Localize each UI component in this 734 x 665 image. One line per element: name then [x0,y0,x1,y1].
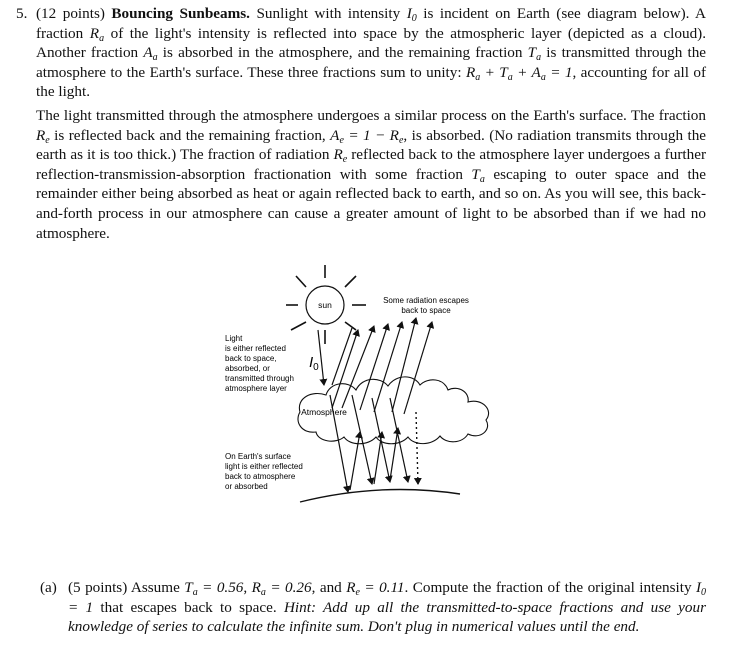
escape-label-line-2: back to space [401,306,451,315]
math-ae-equation: $A_e = 1 - R_e$ [330,126,404,146]
problem-text: of the light's intensity is reflected into space by the atmospheric layer (depicted as a cloud). Another fraction [36,24,707,62]
paragraph-text: , is absorbed. (No radiation transmits through the earth as it is too thick.) The fraction of radiation [36,126,707,164]
problem-text: , accounting for all of the light. [36,63,707,101]
math-re-value: $R_e = 0.11$ [346,579,405,598]
atmosphere-label: Atmosphere [301,407,347,417]
part-a-label: (a) [40,579,57,596]
math-aa: $A_a$ [143,44,158,64]
intensity-label: $I_0$ [309,354,319,373]
svg-text:or absorbed: or absorbed [225,482,268,491]
svg-text:Light: Light [225,334,243,343]
paragraph-text: The light transmitted through the atmosphere undergoes a similar process on the Earth's surface. The fraction [36,107,706,124]
svg-text:back to atmosphere: back to atmosphere [225,472,296,481]
math-ra-value: $R_a = 0.26$ [251,579,312,598]
problem-title: Bouncing Sunbeams. [111,5,250,22]
svg-text:transmitted through: transmitted through [225,374,294,383]
math-sum-equation: $R_a + T_a + A_a = 1$ [465,63,573,83]
part-a-text: Assume [130,579,180,596]
svg-text:light is either reflected: light is either reflected [225,462,303,471]
svg-text:is either reflected: is either reflected [225,344,286,353]
part-a-hint: Hint: Add up all the transmitted-to-space fractions and use your knowledge of series to calculate the infinite sum. Don't plug in numerical values until the end. [68,598,707,636]
svg-text:back to space,: back to space, [225,354,277,363]
paragraph-text: escaping to outer space and the remainder either being absorbed as heat or again reflected back to earth, and so on. As you will see, this back-and-forth process in our atmosphere can cause a greater amount of light to be absorbed than if we had no atmosphere. [36,165,707,242]
math-re: $R_e$ [333,146,348,166]
svg-text:atmosphere layer: atmosphere layer [225,384,287,393]
problem-text: Sunlight with intensity [256,5,401,22]
part-a-text: , and [311,579,342,596]
math-i0-value: $I_0 = 1$ [68,579,707,616]
math-ra: $R_a$ [89,24,105,44]
problem-text: is incident on Earth (see diagram below). A fraction [36,5,707,42]
sun-label: sun [318,300,332,310]
surface-label [225,452,303,491]
problem-points: (12 points) [36,5,105,22]
part-a: (a) (5 points) Assume $T_a = 0.56$, $R_a = 0.26$, and $R_e = 0.11$. Compute the fraction of the original intensity $I_0 = 1$ that escapes back to space. Hint: Add up all the transmitted-to-space fractions and use your knowledge of series to calculate the infinite sum. Don't plug in numerical values until the end. [40,579,707,636]
math-ta: $T_a$ [527,44,542,64]
math-re: $R_e$ [36,126,50,146]
part-a-points: (5 points) [68,579,128,596]
part-a-text: . Compute the fraction of the original intensity [404,579,692,596]
sunbeam-diagram [0,250,734,510]
math-i0: $I_0$ [406,5,417,24]
incoming-arrows [318,328,352,385]
paragraph-text: is reflected back and the remaining fraction, [54,126,326,144]
problem-number: 5. [16,5,28,22]
paragraph-text: reflected back to the atmosphere layer undergoes a further reflection-transmission-absorption fractionation with some fraction [36,146,707,183]
part-a-text: that escapes back to space. [100,598,277,616]
paragraph-2 [36,106,706,243]
problem-text: is absorbed in the atmosphere, and the remaining fraction [162,44,523,62]
math-ta: $T_a$ [471,165,485,185]
problem-statement [16,4,706,102]
math-ta-value: $T_a = 0.56$ [184,579,244,598]
escape-label-line-1: Some radiation escapes [383,296,469,305]
problem-text: is transmitted through the atmosphere to the Earth's surface. These three fractions sum to unity: [36,44,707,81]
earth-surface [300,490,460,503]
svg-text:On Earth's surface: On Earth's surface [225,452,291,461]
light-label [225,334,294,393]
svg-text:absorbed, or: absorbed, or [225,364,270,373]
